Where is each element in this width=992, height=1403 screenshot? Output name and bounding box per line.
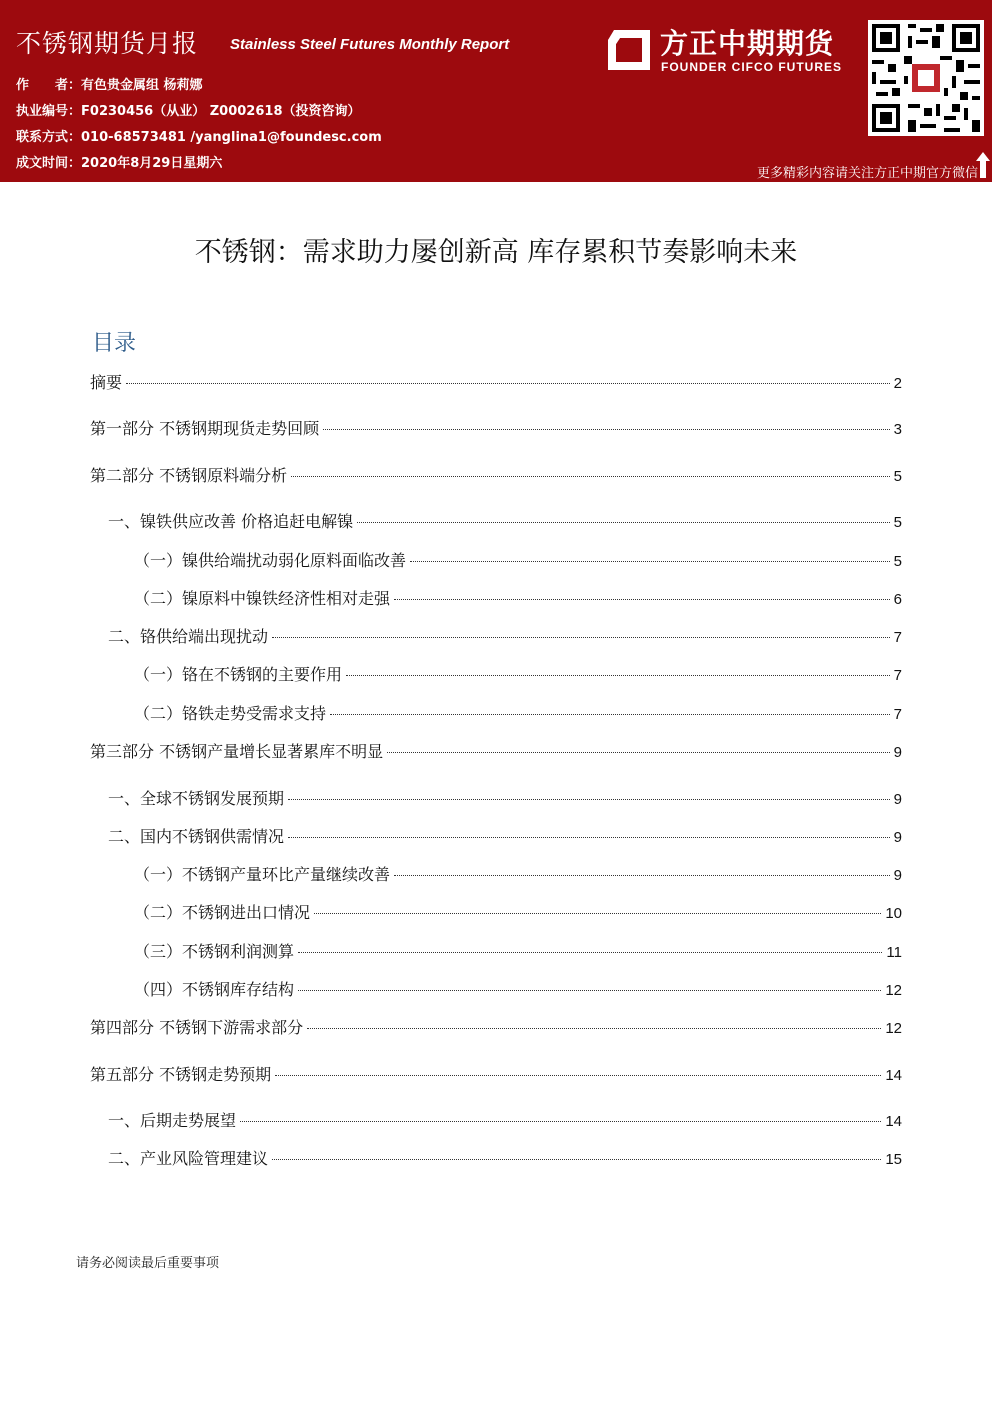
toc-entry-label: （四）不锈钢库存结构 bbox=[134, 980, 295, 999]
toc-dot-leader bbox=[298, 952, 882, 953]
author-label: 作 者： bbox=[16, 78, 82, 93]
toc-dot-leader bbox=[346, 675, 890, 676]
toc-entry-page: 14 bbox=[885, 1113, 902, 1130]
toc-entry-label: 摘要 bbox=[90, 373, 123, 392]
toc-entry[interactable] bbox=[134, 548, 902, 571]
toc-entry-page: 9 bbox=[893, 791, 902, 808]
toc-dot-leader bbox=[394, 599, 890, 600]
toc-dot-leader bbox=[240, 1121, 881, 1122]
toc-entry-page: 9 bbox=[893, 867, 902, 884]
toc-entry-page: 10 bbox=[885, 905, 902, 922]
toc-dot-leader bbox=[387, 752, 890, 753]
toc-entry[interactable] bbox=[134, 662, 902, 685]
toc-entry[interactable] bbox=[134, 977, 902, 1000]
toc-entry[interactable] bbox=[108, 824, 902, 847]
toc-heading: 目录 bbox=[92, 331, 137, 356]
toc-entry-page: 5 bbox=[893, 514, 902, 531]
toc-entry[interactable] bbox=[90, 1062, 902, 1085]
follow-wechat-text: 更多精彩内容请关注方正中期官方微信 bbox=[756, 166, 978, 181]
company-name-en: FOUNDER CIFCO FUTURES bbox=[661, 60, 842, 74]
toc-entry-label: 二、国内不锈钢供需情况 bbox=[108, 827, 285, 846]
toc-dot-leader bbox=[357, 522, 890, 523]
footer-disclaimer-note: 请务必阅读最后重要事项 bbox=[76, 1256, 220, 1271]
toc-entry[interactable] bbox=[108, 624, 902, 647]
toc-entry-page: 9 bbox=[893, 744, 902, 761]
contact-value: 010-68573481 /yanglina1@foundesc.com bbox=[81, 130, 382, 145]
report-series-title: 不锈钢期货月报 bbox=[16, 29, 199, 58]
toc-dot-leader bbox=[314, 913, 881, 914]
toc-entry-label: 第三部分 不锈钢产量增长显著累库不明显 bbox=[90, 742, 384, 761]
toc-entry[interactable] bbox=[90, 1015, 902, 1038]
license-value: F0230456（从业） Z0002618（投资咨询） bbox=[81, 104, 361, 119]
toc-entry[interactable] bbox=[90, 463, 902, 486]
toc-dot-leader bbox=[126, 383, 890, 384]
toc-entry[interactable] bbox=[108, 509, 902, 532]
toc-entry-label: （三）不锈钢利润测算 bbox=[134, 942, 295, 961]
toc-entry-label: 一、全球不锈钢发展预期 bbox=[108, 789, 285, 808]
toc-entry-page: 3 bbox=[893, 421, 902, 438]
toc-entry[interactable] bbox=[108, 786, 902, 809]
toc-entry-label: （二）不锈钢进出口情况 bbox=[134, 903, 311, 922]
toc-entry[interactable] bbox=[90, 739, 902, 762]
toc-entry-page: 12 bbox=[885, 1020, 902, 1037]
toc-dot-leader bbox=[323, 429, 890, 430]
toc-entry-page: 12 bbox=[885, 982, 902, 999]
date-value: 2020年8月29日星期六 bbox=[81, 156, 223, 171]
toc-entry-page: 7 bbox=[893, 706, 902, 723]
arrow-up-icon bbox=[976, 152, 990, 178]
toc-entry-label: 第五部分 不锈钢走势预期 bbox=[90, 1065, 272, 1084]
toc-entry-label: （二）铬铁走势受需求支持 bbox=[134, 704, 327, 723]
founder-logo-icon bbox=[604, 26, 652, 74]
toc-entry-page: 2 bbox=[893, 375, 902, 392]
toc-entry[interactable] bbox=[134, 939, 902, 962]
toc-entry-page: 7 bbox=[893, 667, 902, 684]
author-line bbox=[16, 74, 203, 93]
report-header bbox=[0, 0, 992, 182]
toc-entry-label: 第二部分 不锈钢原料端分析 bbox=[90, 466, 288, 485]
contact-label: 联系方式： bbox=[16, 130, 82, 145]
toc-entry-page: 11 bbox=[886, 944, 902, 961]
toc-entry-label: （一）铬在不锈钢的主要作用 bbox=[134, 665, 343, 684]
toc-dot-leader bbox=[291, 476, 890, 477]
toc-entry-page: 7 bbox=[893, 629, 902, 646]
report-series-subtitle: Stainless Steel Futures Monthly Report bbox=[230, 36, 510, 53]
toc-entry[interactable] bbox=[134, 900, 902, 923]
toc-dot-leader bbox=[288, 799, 890, 800]
toc-entry[interactable] bbox=[134, 862, 902, 885]
toc-entry-label: （一）不锈钢产量环比产量继续改善 bbox=[134, 865, 391, 884]
toc-entry[interactable] bbox=[134, 701, 902, 724]
toc-entry[interactable] bbox=[90, 416, 902, 439]
toc-entry-label: 第一部分 不锈钢期现货走势回顾 bbox=[90, 419, 320, 438]
license-line bbox=[16, 100, 360, 119]
toc-dot-leader bbox=[307, 1028, 881, 1029]
toc-entry-label: 二、铬供给端出现扰动 bbox=[108, 627, 269, 646]
date-label: 成文时间： bbox=[16, 156, 82, 171]
toc-entry-label: 第四部分 不锈钢下游需求部分 bbox=[90, 1018, 304, 1037]
toc-entry[interactable] bbox=[108, 1108, 902, 1131]
toc-dot-leader bbox=[410, 561, 890, 562]
toc-dot-leader bbox=[272, 1159, 881, 1160]
contact-line bbox=[16, 126, 382, 145]
toc-dot-leader bbox=[298, 990, 881, 991]
toc-entry[interactable] bbox=[90, 370, 902, 393]
qr-code-icon bbox=[868, 20, 984, 136]
toc-entry-page: 15 bbox=[885, 1151, 902, 1168]
toc-entry-label: （二）镍原料中镍铁经济性相对走强 bbox=[134, 589, 391, 608]
toc-entry-label: 二、产业风险管理建议 bbox=[108, 1149, 269, 1168]
toc-entry-label: 一、后期走势展望 bbox=[108, 1111, 237, 1130]
license-label: 执业编号： bbox=[16, 104, 82, 119]
toc-entry-page: 14 bbox=[885, 1067, 902, 1084]
toc-entry-page: 9 bbox=[893, 829, 902, 846]
toc-dot-leader bbox=[330, 714, 890, 715]
toc-entry-page: 5 bbox=[893, 468, 902, 485]
toc-entry[interactable] bbox=[134, 586, 902, 609]
toc-entry-label: 一、镍铁供应改善 价格追赶电解镍 bbox=[108, 512, 354, 531]
company-name-cn: 方正中期期货 bbox=[660, 27, 835, 60]
toc-entry-page: 6 bbox=[893, 591, 902, 608]
author-value: 有色贵金属组 杨莉娜 bbox=[81, 78, 203, 93]
toc-dot-leader bbox=[275, 1075, 881, 1076]
toc-dot-leader bbox=[394, 875, 890, 876]
toc-entry-page: 5 bbox=[893, 553, 902, 570]
toc-dot-leader bbox=[288, 837, 890, 838]
toc-entry-label: （一）镍供给端扰动弱化原料面临改善 bbox=[134, 551, 407, 570]
date-line bbox=[16, 152, 222, 171]
document-title: 不锈钢：需求助力屡创新高 库存累积节奏影响未来 bbox=[194, 237, 798, 268]
toc-dot-leader bbox=[272, 637, 890, 638]
toc-entry[interactable] bbox=[108, 1146, 902, 1169]
